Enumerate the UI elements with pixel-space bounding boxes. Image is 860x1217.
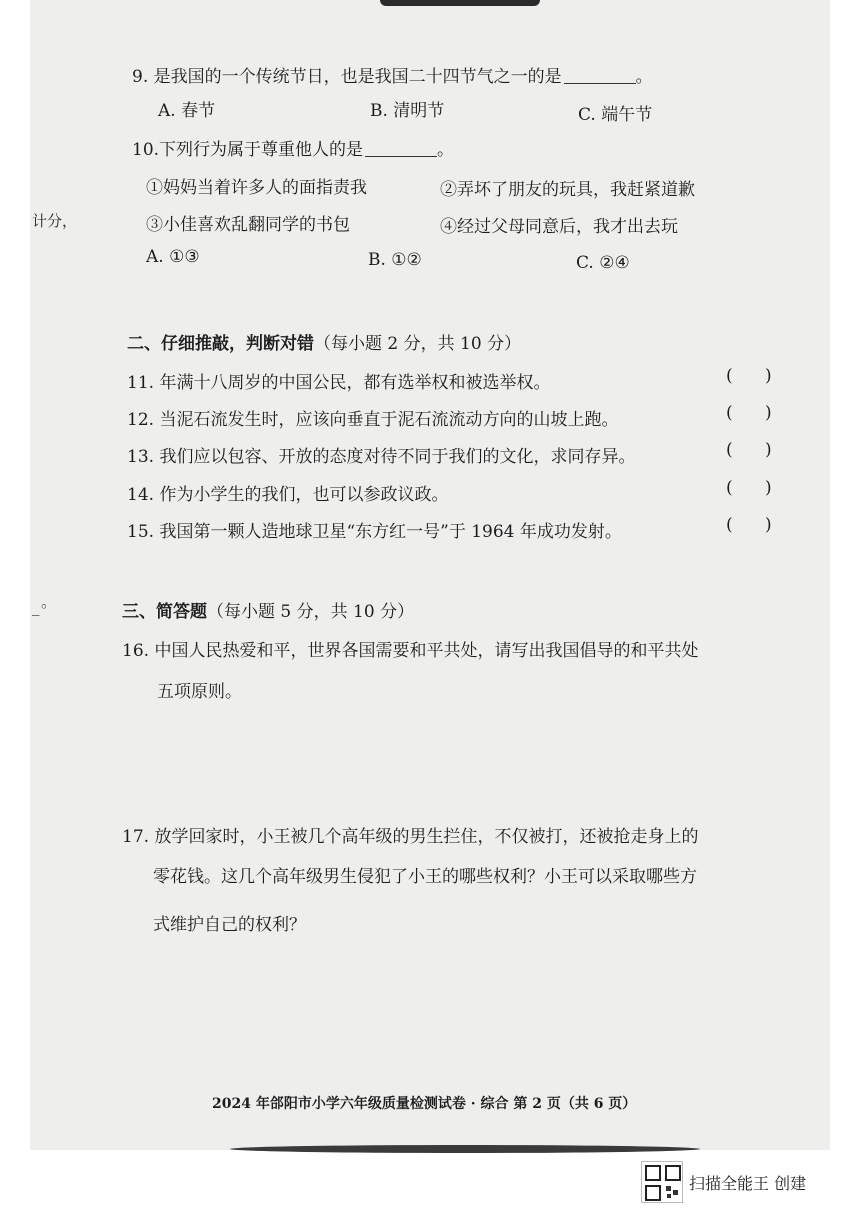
question-number: 15.: [127, 522, 155, 542]
short-answer-17-cont: 式维护自己的权利？: [153, 915, 306, 935]
option-a[interactable]: A. 春节: [158, 101, 216, 121]
answer-parentheses[interactable]: ( ): [726, 403, 772, 423]
option-c[interactable]: C. ②④: [576, 253, 630, 273]
short-answer-17: [122, 822, 698, 847]
section-heading: [127, 329, 521, 354]
question-text: 是我国的一个传统节日，也是我国二十四节气之一的是: [153, 67, 562, 87]
answer-parentheses[interactable]: ( ): [726, 440, 772, 460]
section-score: （每小题 2 分，共 10 分）: [314, 334, 522, 354]
question-text: 我们应以包容、开放的态度对待不同于我们的文化，求同存异。: [159, 447, 636, 467]
section-title: 三、简答题: [122, 602, 207, 622]
statement-4: ④经过父母同意后，我才出去玩: [440, 217, 678, 237]
option-b[interactable]: B. ①②: [368, 250, 422, 270]
short-answer-16-cont: 五项原则。: [157, 682, 242, 702]
answer-blank[interactable]: [365, 156, 437, 157]
scanner-label: 扫描全能王 创建: [689, 1173, 807, 1193]
scan-shadow-top: [380, 0, 540, 6]
section-score: （每小题 5 分，共 10 分）: [207, 602, 415, 622]
question-number: 11.: [127, 373, 155, 393]
question-number: 9.: [132, 67, 149, 87]
question-number: 12.: [127, 410, 155, 430]
tf-question-13: [127, 442, 635, 467]
margin-fragment: _◦: [32, 598, 49, 616]
question-text: 年满十八周岁的中国公民，都有选举权和被选举权。: [159, 373, 551, 393]
answer-parentheses[interactable]: ( ): [726, 366, 772, 386]
tf-question-14: [127, 480, 448, 505]
statement-1: ①妈妈当着许多人的面指责我: [146, 178, 367, 198]
question-9: [132, 62, 653, 87]
tf-question-11: [127, 368, 550, 393]
page-footer: 2024 年郃阳市小学六年级质量检测试卷 · 综合 第 2 页（共 6 页）: [212, 1096, 637, 1112]
section-title: 二、仔细推敲，判断对错: [127, 334, 314, 354]
question-text: 中国人民热爱和平，世界各国需要和平共处，请写出我国倡导的和平共处: [154, 641, 699, 661]
short-answer-17-cont: 零花钱。这几个高年级男生侵犯了小王的哪些权利？小王可以采取哪些方: [153, 867, 697, 887]
option-a[interactable]: A. ①③: [146, 247, 200, 267]
question-text: 放学回家时，小王被几个高年级的男生拦住，不仅被打，还被抢走身上的: [154, 827, 699, 847]
answer-blank[interactable]: [564, 83, 636, 84]
question-text: 当泥石流发生时，应该向垂直于泥石流流动方向的山坡上跑。: [159, 410, 619, 430]
question-10: [132, 135, 454, 160]
tf-question-15: [127, 517, 622, 542]
option-b[interactable]: B. 清明节: [370, 101, 445, 121]
question-end: 。: [635, 67, 653, 87]
margin-fragment: 计分，: [32, 212, 78, 230]
question-end: 。: [437, 140, 455, 160]
scan-shadow-bottom: [230, 1145, 700, 1153]
question-number: 10.: [132, 140, 160, 160]
qr-code-icon: [641, 1161, 683, 1203]
statement-2: ②弄坏了朋友的玩具，我赶紧道歉: [440, 180, 695, 200]
question-text: 作为小学生的我们，也可以参政议政。: [159, 485, 449, 505]
option-c[interactable]: C. 端午节: [578, 105, 653, 125]
tf-question-12: [127, 405, 618, 430]
question-text: 我国第一颗人造地球卫星“东方红一号”于 1964 年成功发射。: [159, 522, 622, 542]
question-number: 16.: [122, 641, 150, 661]
section-heading: [122, 597, 414, 622]
scanner-watermark: [641, 1160, 806, 1204]
question-number: 17.: [122, 827, 150, 847]
question-number: 13.: [127, 447, 155, 467]
question-number: 14.: [127, 485, 155, 505]
answer-parentheses[interactable]: ( ): [726, 478, 772, 498]
statement-3: ③小佳喜欢乱翻同学的书包: [146, 215, 350, 235]
short-answer-16: [122, 636, 698, 661]
question-text: 下列行为属于尊重他人的是: [159, 140, 364, 160]
answer-parentheses[interactable]: ( ): [726, 515, 772, 535]
